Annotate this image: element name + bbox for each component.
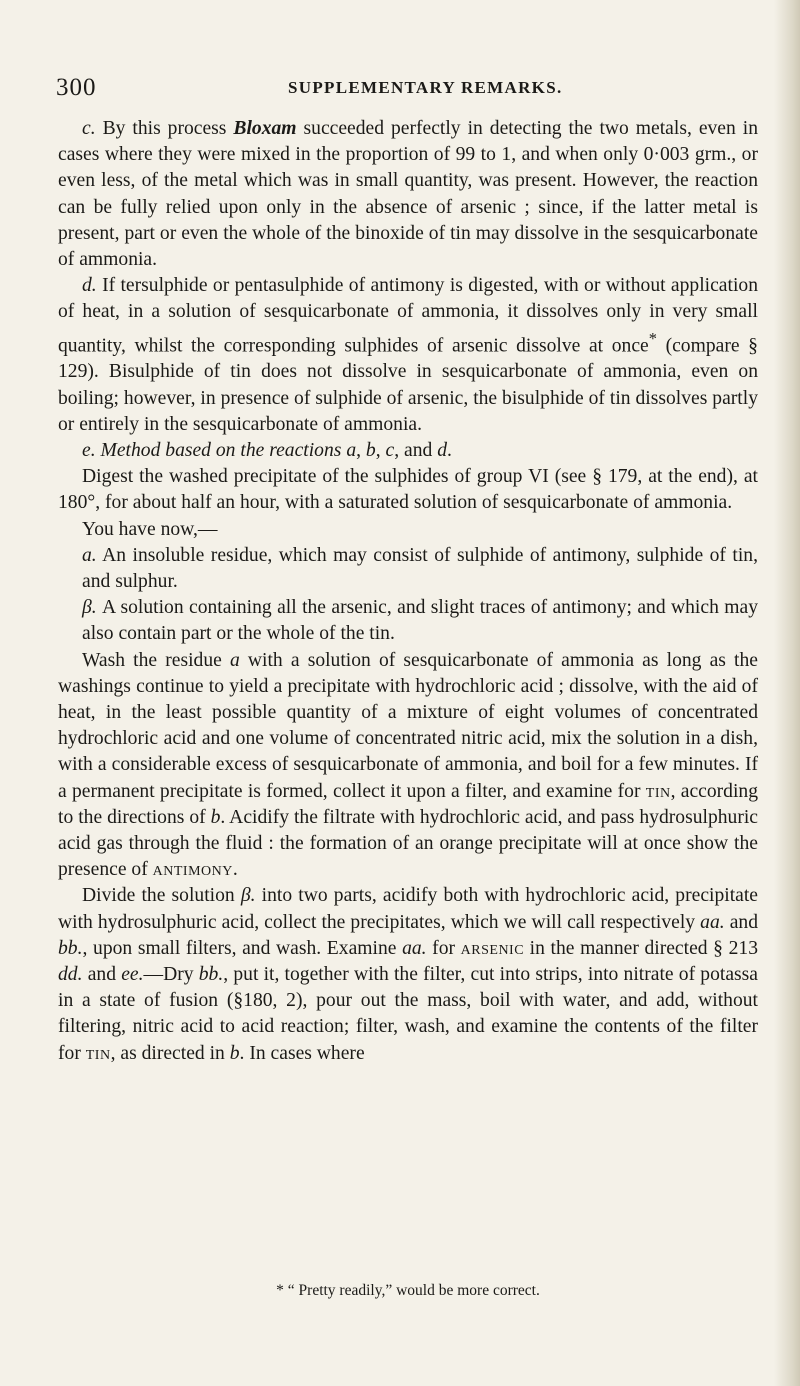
ref-b: b [229,1042,240,1064]
period: . [232,859,238,881]
footnote [58,1282,758,1300]
para-marker-c: c. [82,118,96,139]
element-antimony: antimony [152,859,233,881]
page-number: 300 [56,74,97,101]
page-header [0,74,800,108]
author-name-bloxam: Bloxam [233,118,297,139]
body-text [58,116,758,1067]
item-marker-alpha: a. [82,544,97,566]
divide-text-4: , upon small filters, and wash. Examine [82,937,403,959]
period: . [447,439,452,461]
divide-text-5: for [426,937,461,959]
divide-text-7: and [82,964,122,986]
ref-b: b [210,806,221,828]
ref-dd: dd. [58,964,83,986]
separator: , [375,439,386,461]
paragraph-d [58,273,758,438]
ref-ee: ee. [121,964,144,986]
para-d-text-2: (compare § 129). Bisulphide of tin does not dissolve in sesquicarbonate of ammonia, even on boiling; however, in presence of sulphide of arsenic, the bisulphide of tin dissolves partly or entirely in the sesquicarbonate of ammonia. [58,335,758,435]
divide-text-8: —Dry [143,964,199,986]
divide-text-9: , put it, together with the filter, cut into strips, into nitrate of potassa in a state of fusion (§180, 2), pour out the mass, boil with water, and add, without filtering, nitric acid to acid reaction; filter, wash, and examine the contents of the filter for [58,964,758,1064]
item-beta [58,595,758,647]
wash-text-4: . Acidify the filtrate with hydrochloric acid, and pass hydrosulphuric acid gas through the fluid : the formation of an orange precipitate will at once show the presence of [58,806,759,881]
wash-text-1: Wash the residue [82,649,230,671]
element-tin: tin [85,1042,111,1064]
paragraph-e-heading [58,438,758,464]
paragraph-c [58,116,758,273]
separator: , and [394,439,438,461]
footnote-text: “ Pretty readily,” would be more correct. [283,1282,540,1299]
ref-beta: β. [240,885,256,907]
divide-text-6: in the manner directed § 213 [524,937,758,959]
paragraph-wash [58,648,758,884]
ref-aa: aa. [402,937,427,959]
item-alpha-text: An insoluble residue, which may consist of sulphide of antimony, sulphide of tin, and sulphur. [82,544,758,592]
ref-b: b [365,439,376,461]
page-edge-shadow [774,0,800,1386]
running-head: SUPPLEMENTARY REMARKS. [288,78,563,97]
divide-text-10: , as directed in [110,1042,230,1064]
ref-bb: bb. [58,937,83,959]
footnote-reference: * [648,328,657,348]
divide-text-11: . In cases where [239,1042,365,1064]
ref-a: a [346,439,357,461]
para-d-text-1: If tersulphide or pentasulphide of antimony is digested, with or without application of heat, in a solution of sesquicarbonate of ammonia, it dissolves only in very small quantity, whilst the corresponding sulphides of arsenic dissolve at once [58,275,758,357]
element-arsenic: arsenic [460,937,525,959]
para-marker-d: d. [82,275,97,297]
ref-c: c [385,439,395,461]
method-heading: Method based on the reactions [100,439,347,461]
item-marker-beta: β. [82,597,97,619]
divide-text-1: Divide the solution [82,885,241,907]
divide-text-3: and [724,911,758,933]
divide-text-2: into two parts, acidify both with hydrochloric acid, precipitate with hydrosulphuric acid, collect the precipitates, which we will call respectively [58,885,758,933]
ref-alpha: a [229,649,240,671]
paragraph-digest: Digest the washed precipitate of the sulphides of group VI (see § 179, at the end), at 180°, for about half an hour, with a saturated solution of sesquicarbonate of ammonia. [58,466,758,514]
ref-bb: bb. [198,964,224,986]
para-c-text-2: succeeded perfectly in detecting the two metals, even in cases where they were mixed in the proportion of 99 to 1, and when only 0·003 grm., or even less, of the metal which was in small quantity, was present. However, the reaction can be fully relied upon only in the absence of arsenic ; since, if the latter metal is present, part or even the whole of the binoxide of tin may dissolve in the sesquicarbonate of ammonia. [58,118,759,271]
footnote-marker: * [276,1282,284,1299]
item-alpha [58,543,758,595]
paragraph-divide [58,883,758,1066]
ref-aa: aa. [700,911,725,933]
item-beta-text: A solution containing all the arsenic, and slight traces of antimony; and which may also contain part or the whole of the tin. [82,597,758,645]
para-marker-e: e. [82,439,96,461]
wash-text-2: with a solution of sesquicarbonate of ammonia as long as the washings continue to yield a precipitate with hydrochloric acid ; dissolve, with the aid of heat, in the least possible quantity of a mixture of eight volumes of concentrated hydrochloric acid and one volume of concentrated nitric acid, mix the solution in a dish, with a considerable excess of sesquicarbonate of ammonia, and boil for a few minutes. If a permanent precipitate is formed, collect it upon a filter, and examine for [58,649,758,802]
ref-d: d [437,439,447,461]
element-tin: tin [645,780,671,802]
paragraph-you-have: You have now,— [82,518,218,540]
para-c-text-1: By this process [95,118,234,139]
separator: , [356,439,366,461]
wash-text-3: , according to the directions of [58,780,759,828]
